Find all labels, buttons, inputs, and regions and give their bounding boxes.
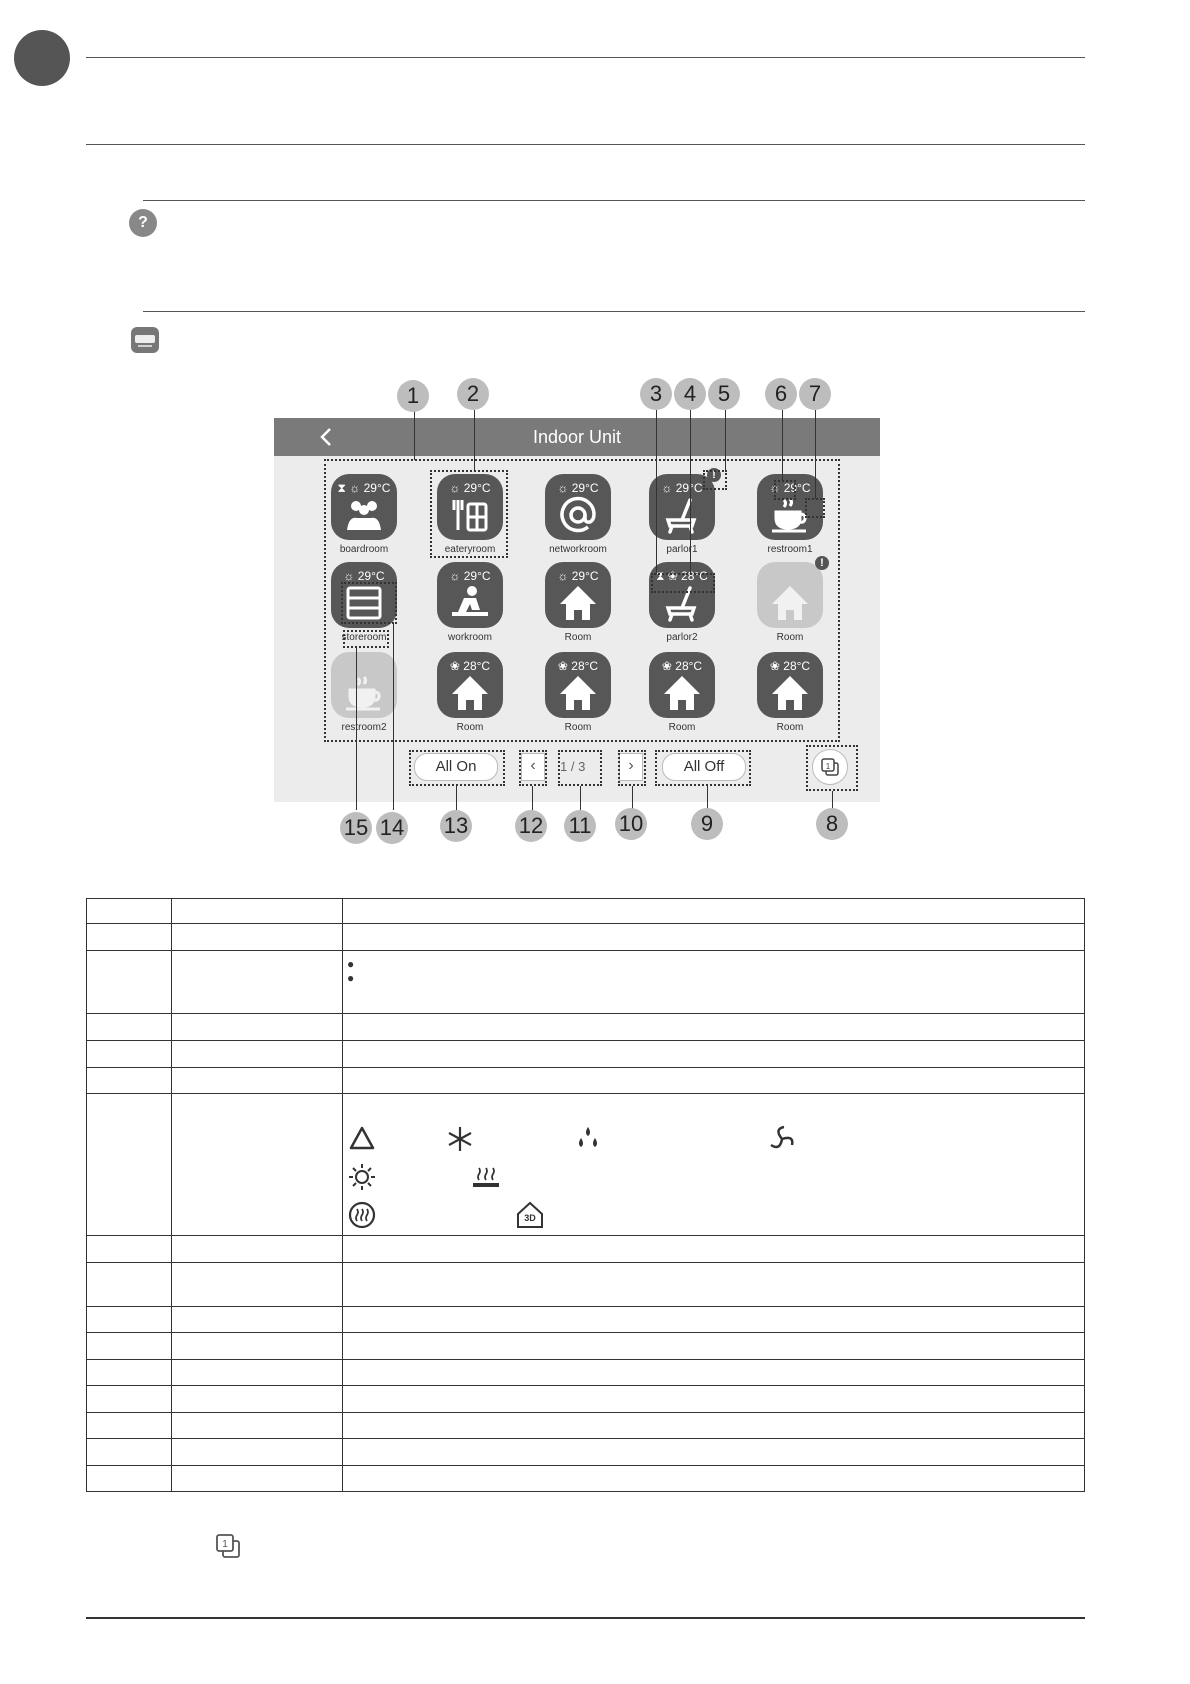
unit-temperature: ⧗ ☼ 29°C <box>337 481 391 495</box>
table-cell <box>172 899 343 924</box>
unit-temperature: ☼ 29°C <box>557 569 599 583</box>
bullet-1: ● <box>347 957 355 971</box>
callout-5: 5 <box>708 378 740 410</box>
table-cell <box>87 1466 172 1492</box>
unit-name-label: networkroom <box>549 544 607 555</box>
callout-box-7 <box>805 498 825 518</box>
callout-8: 8 <box>816 808 848 840</box>
unit-name-label: parlor1 <box>666 544 698 555</box>
floor-heating-icon <box>471 1162 501 1192</box>
page-indicator: 1 / 3 <box>560 759 586 774</box>
item-description-table <box>86 898 1085 1492</box>
svg-text:1: 1 <box>825 762 831 771</box>
auto-mode-icon <box>347 1124 377 1154</box>
callout-4: 4 <box>674 378 706 410</box>
table-cell <box>172 951 343 1014</box>
unit-name-label: restroom2 <box>341 722 387 733</box>
svg-text:1: 1 <box>222 1539 228 1550</box>
callout-7: 7 <box>799 378 831 410</box>
table-cell <box>343 924 1085 951</box>
unit-name-label: Room <box>564 632 592 643</box>
table-cell <box>343 899 1085 924</box>
table-cell <box>343 1360 1085 1386</box>
callout-box-12 <box>519 750 547 786</box>
unit-temperature: ☼ 29°C <box>769 481 811 495</box>
bullet-2: ● <box>347 971 355 985</box>
chapter-marker <box>14 30 70 86</box>
leader-6 <box>782 410 783 481</box>
callout-13: 13 <box>440 810 472 842</box>
table-cell <box>87 1068 172 1094</box>
callout-14: 14 <box>376 812 408 844</box>
unit-name-label: Room <box>776 722 804 733</box>
unit-temperature: ❀ 28°C <box>661 659 703 673</box>
callout-box-2 <box>430 470 508 558</box>
unit-temperature: ❀ 28°C <box>769 659 811 673</box>
leader-7 <box>815 410 816 499</box>
callout-1: 1 <box>397 380 429 412</box>
next-page-button[interactable]: › <box>619 753 643 781</box>
leader-14 <box>393 624 394 810</box>
callout-box-9 <box>655 750 751 786</box>
leader-11 <box>580 786 581 810</box>
alert-badge: ! <box>707 468 721 482</box>
table-cell <box>87 1307 172 1333</box>
unit-temperature: ☼ 29°C <box>449 481 491 495</box>
table-cell <box>172 1307 343 1333</box>
screen-title: Indoor Unit <box>532 427 622 447</box>
header-rule <box>86 57 1085 58</box>
leader-9 <box>707 786 708 810</box>
table-cell <box>172 1041 343 1068</box>
table-cell <box>172 1333 343 1360</box>
table-cell <box>343 1263 1085 1307</box>
table-cell <box>172 1263 343 1307</box>
callout-box-6 <box>774 480 796 500</box>
leader-5 <box>725 410 726 471</box>
table-cell <box>343 1386 1085 1413</box>
table-cell <box>172 1360 343 1386</box>
table-cell <box>87 1386 172 1413</box>
heat-mode-icon <box>347 1162 377 1192</box>
table-cell <box>87 1263 172 1307</box>
footer-rule <box>86 1617 1085 1619</box>
callout-box-15 <box>343 630 389 648</box>
note-rule-bottom <box>143 311 1085 312</box>
leader-15 <box>356 648 357 810</box>
unit-temperature: ☼ 29°C <box>661 481 703 495</box>
leader-12 <box>532 786 533 810</box>
unit-temperature: ❀ 28°C <box>449 659 491 673</box>
mode-icons-cell <box>343 1094 1085 1236</box>
table-cell <box>343 1068 1085 1094</box>
note-rule-top <box>143 200 1085 201</box>
table-cell <box>87 1360 172 1386</box>
unit-temperature: ☼ 29°C <box>449 569 491 583</box>
table-cell <box>87 1236 172 1263</box>
table-cell <box>172 1413 343 1439</box>
table-cell <box>343 1014 1085 1041</box>
callout-box-1 <box>324 459 840 742</box>
leader-13 <box>456 786 457 810</box>
callout-9: 9 <box>691 808 723 840</box>
table-cell <box>343 1041 1085 1068</box>
leader-1 <box>414 410 415 460</box>
question-icon: ? <box>129 209 157 237</box>
back-arrow-icon[interactable] <box>316 426 336 448</box>
callout-2: 2 <box>457 378 489 410</box>
alert-badge: ! <box>815 556 829 570</box>
callout-box-13 <box>409 750 505 786</box>
unit-temperature: ⧗ ❀ 28°C <box>656 569 708 583</box>
table-cell <box>87 1014 172 1041</box>
unit-temperature: ❀ 28°C <box>557 659 599 673</box>
callout-11: 11 <box>564 810 596 842</box>
copy-icon <box>212 1530 244 1562</box>
table-cell <box>87 1094 172 1236</box>
table-cell <box>172 1068 343 1094</box>
table-cell <box>87 1413 172 1439</box>
fan-mode-icon <box>767 1124 797 1154</box>
dry-mode-icon <box>573 1124 603 1154</box>
leader-3 <box>656 410 657 574</box>
callout-6: 6 <box>765 378 797 410</box>
table-cell <box>172 1236 343 1263</box>
table-cell <box>343 1466 1085 1492</box>
callout-box-5 <box>703 470 727 490</box>
table-cell <box>343 1307 1085 1333</box>
heat-recovery-icon <box>347 1200 377 1230</box>
table-cell <box>343 1413 1085 1439</box>
table-cell <box>172 1466 343 1492</box>
unit-name-label: parlor2 <box>666 632 698 643</box>
unit-name-label: Room <box>564 722 592 733</box>
table-cell <box>172 924 343 951</box>
table-cell <box>87 1333 172 1360</box>
table-cell <box>172 1386 343 1413</box>
all-on-button[interactable]: All On <box>414 753 498 781</box>
cool-mode-icon <box>445 1124 475 1154</box>
table-cell <box>87 1041 172 1068</box>
callout-3: 3 <box>640 378 672 410</box>
svg-text:3D: 3D <box>524 1213 536 1223</box>
table-cell <box>87 951 172 1014</box>
callout-15: 15 <box>340 812 372 844</box>
leader-2 <box>474 410 475 471</box>
unit-name-label: storeroom <box>341 632 387 643</box>
table-cell <box>343 951 1085 1014</box>
unit-name-label: boardroom <box>339 544 389 555</box>
callout-box-10 <box>618 750 646 786</box>
unit-name-label: Room <box>668 722 696 733</box>
unit-temperature: ☼ 29°C <box>343 569 385 583</box>
leader-4 <box>690 410 691 574</box>
table-cell <box>343 1333 1085 1360</box>
prev-page-button[interactable]: ‹ <box>521 753 545 781</box>
3d-house-icon <box>515 1200 545 1230</box>
unit-name-label: Room <box>776 632 804 643</box>
callout-10: 10 <box>615 808 647 840</box>
all-off-button[interactable]: All Off <box>662 753 746 781</box>
indoor-unit-icon <box>131 327 159 353</box>
unit-name-label: eateryroom <box>444 544 496 555</box>
table-cell <box>172 1439 343 1466</box>
callout-box-8 <box>806 745 858 791</box>
table-cell <box>343 1236 1085 1263</box>
callout-12: 12 <box>515 810 547 842</box>
unit-name-label: Room <box>456 722 484 733</box>
section-rule <box>86 144 1085 145</box>
callout-box-14 <box>341 582 397 624</box>
table-cell <box>87 1439 172 1466</box>
table-cell <box>172 1094 343 1236</box>
leader-10 <box>632 786 633 810</box>
table-cell <box>172 1014 343 1041</box>
callout-box-3-4 <box>651 573 715 593</box>
callout-box-11 <box>558 750 602 786</box>
unit-name-label: restroom1 <box>767 544 813 555</box>
unit-name-label: workroom <box>448 632 492 643</box>
table-cell <box>87 924 172 951</box>
table-cell <box>87 899 172 924</box>
table-cell <box>343 1439 1085 1466</box>
unit-temperature: ☼ 29°C <box>557 481 599 495</box>
